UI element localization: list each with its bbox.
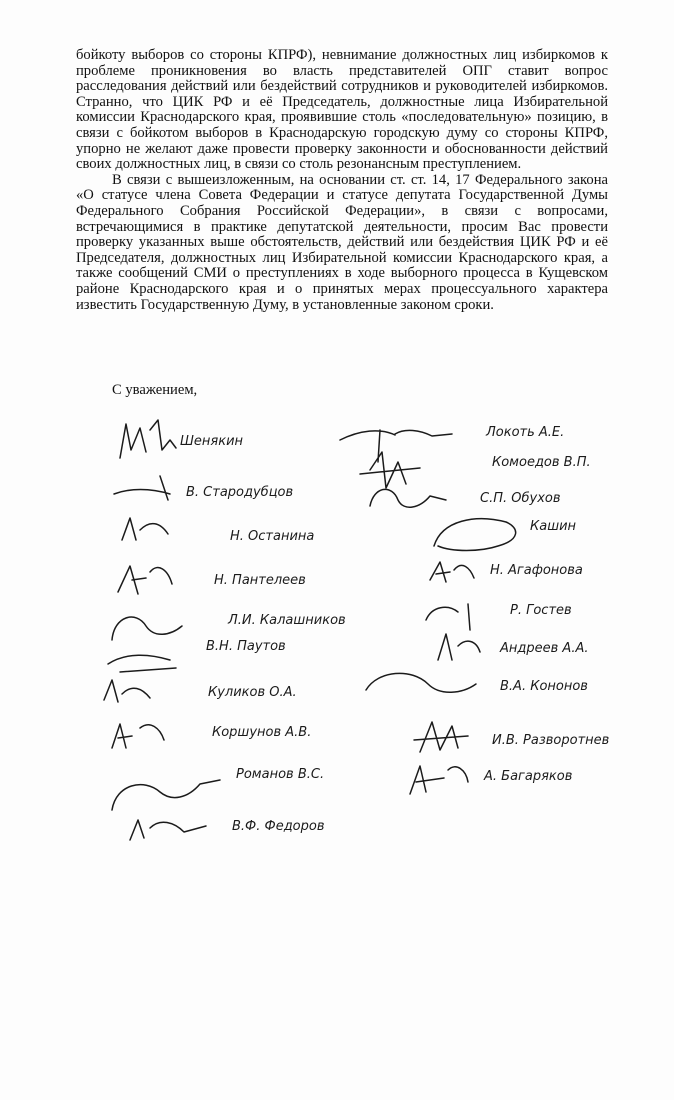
signature-9	[430, 562, 583, 582]
signature-9-name: Н. Агафонова	[490, 563, 583, 578]
signature-1-name: Шенякин	[180, 434, 244, 449]
signature-7	[434, 519, 577, 551]
signature-19-name: А. Багаряков	[484, 769, 573, 784]
signature-12	[108, 639, 286, 672]
signature-20-name: В.Ф. Федоров	[232, 819, 325, 834]
signature-10	[112, 613, 346, 640]
signature-14	[104, 680, 297, 702]
closing-line: С уважением,	[112, 382, 198, 398]
signature-4-name: В. Стародубцов	[186, 485, 294, 500]
paragraph-2: В связи с вышеизложенным, на основании ст. ст. 14, 17 Федерального закона «О статусе члена Совета Федерации и статусе депутата Государственной Думы Федерального Собрания Российской Федерации», в связи с вопросами, встречающимися в практике депутатской деятельности, просим Вас провести проверку указанных выше обстоятельств, действий или бездействия ЦИК РФ и её Председателя, должностных лиц Избирательной комиссии Краснодарского края, а также сообщений СМИ о преступлениях в ходе выборного процесса в Кущевском районе Краснодарского края и о принятых мерах процессуального характера известить Государственную Думу, в установленные законом сроки.	[76, 171, 608, 313]
signature-13	[438, 634, 588, 660]
signature-11-name: Р. Гостев	[510, 603, 572, 618]
signature-7-name: Кашин	[530, 519, 577, 534]
signature-16-name: Коршунов А.В.	[212, 725, 312, 740]
signature-17-name: И.В. Разворотнев	[492, 733, 610, 748]
signature-14-name: Куликов О.А.	[208, 685, 297, 700]
signature-15	[366, 673, 588, 694]
signature-2-name: Локоть А.Е.	[486, 425, 565, 440]
signature-18-name: Романов В.С.	[236, 767, 325, 782]
signature-4	[114, 476, 293, 500]
signature-8-name: Н. Пантелеев	[214, 573, 306, 588]
signature-5	[370, 489, 561, 507]
signature-3	[360, 452, 591, 488]
signature-6	[122, 518, 314, 544]
signature-11	[426, 603, 572, 630]
signature-20	[130, 819, 325, 840]
signature-5-name: С.П. Обухов	[480, 491, 561, 506]
signature-15-name: В.А. Кононов	[500, 679, 588, 694]
signature-16	[112, 724, 311, 748]
signature-1	[120, 420, 244, 458]
signature-17	[414, 722, 609, 752]
signature-18	[112, 767, 324, 810]
signature-6-name: Н. Останина	[230, 529, 315, 544]
signature-3-name: Комоедов В.П.	[492, 455, 591, 470]
signature-13-name: Андреев А.А.	[500, 641, 589, 656]
signature-10-name: Л.И. Калашников	[228, 613, 346, 628]
paragraph-1: бойкоту выборов со стороны КПРФ), невнимание должностных лиц избиркомов к проблеме проникновения во власть представителей ОПГ ставит вопрос расследования действий или бездействий сотрудников и руководителей избиркомов. Странно, что ЦИК РФ и её Председатель, должностные лица Избирательной комиссии Краснодарского края, проявившие столь «последовательную» позицию, в связи с бойкотом выборов в Краснодарскую городскую думу со стороны КПРФ, упорно не желают даже провести проверку законности и обоснованности действий своих должностных лиц, в связи со столь резонансным преступлением.	[76, 47, 608, 173]
signature-12-name: В.Н. Паутов	[206, 639, 286, 654]
signature-19	[410, 766, 572, 794]
signature-8	[118, 566, 306, 594]
